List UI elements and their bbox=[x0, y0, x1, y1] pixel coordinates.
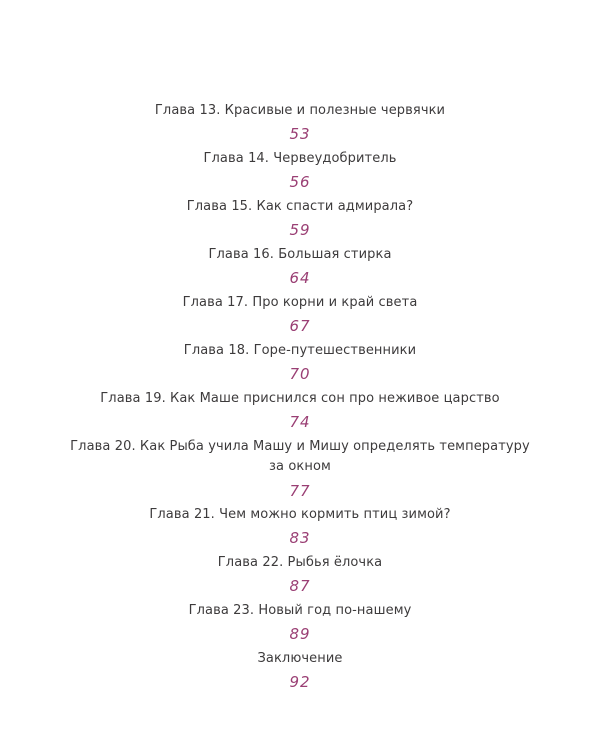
toc-entry-title: Глава 13. Красивые и полезные червячки bbox=[154, 103, 446, 118]
toc-entry-title: Глава 15. Как спасти адмирала? bbox=[186, 199, 414, 214]
toc-entry-chapter-16 bbox=[0, 245, 600, 288]
toc-entry-chapter-17 bbox=[0, 293, 600, 336]
toc-entry-title: Глава 19. Как Маше приснился сон про неживое царство bbox=[100, 391, 500, 406]
toc-entry-chapter-18 bbox=[0, 341, 600, 384]
toc-entry-chapter-13 bbox=[0, 101, 600, 144]
toc-entry-title: Глава 21. Чем можно кормить птиц зимой? bbox=[149, 507, 451, 522]
toc-entry-chapter-23 bbox=[0, 601, 600, 644]
toc-entry-page-number: 70 bbox=[289, 365, 311, 383]
toc-entry-page-number: 92 bbox=[289, 673, 311, 691]
toc-entry-title: Глава 14. Червеудобритель bbox=[203, 151, 397, 166]
toc-entry-page-number: 89 bbox=[289, 625, 311, 643]
toc-entry-page-number: 59 bbox=[289, 221, 311, 239]
toc-entry-chapter-15 bbox=[0, 197, 600, 240]
toc-entry-conclusion bbox=[0, 649, 600, 692]
toc-entry-title: Глава 20. Как Рыба учила Машу и Мишу определять температуру за окном bbox=[70, 439, 530, 474]
toc-entry-chapter-19 bbox=[0, 389, 600, 432]
toc-entry-page-number: 53 bbox=[289, 125, 311, 143]
toc-entry-chapter-20 bbox=[0, 437, 600, 501]
toc-entry-title: Глава 16. Большая стирка bbox=[208, 247, 392, 262]
toc-entry-page-number: 67 bbox=[289, 317, 311, 335]
toc-entry-page-number: 56 bbox=[289, 173, 311, 191]
toc-entry-chapter-21 bbox=[0, 505, 600, 548]
toc-entry-chapter-22 bbox=[0, 553, 600, 596]
toc-entry-title: Глава 18. Горе-путешественники bbox=[183, 343, 417, 358]
toc-entry-title: Заключение bbox=[257, 651, 343, 666]
toc-entry-chapter-14 bbox=[0, 149, 600, 192]
toc-entry-page-number: 64 bbox=[289, 269, 311, 287]
toc-entry-page-number: 87 bbox=[289, 577, 311, 595]
toc-entry-page-number: 83 bbox=[289, 529, 311, 547]
toc-entry-title: Глава 17. Про корни и край света bbox=[182, 295, 418, 310]
toc-entry-page-number: 77 bbox=[289, 482, 311, 500]
toc-entry-title: Глава 23. Новый год по-нашему bbox=[188, 603, 412, 618]
toc-entry-page-number: 74 bbox=[289, 413, 311, 431]
toc-entry-title: Глава 22. Рыбья ёлочка bbox=[217, 555, 383, 570]
